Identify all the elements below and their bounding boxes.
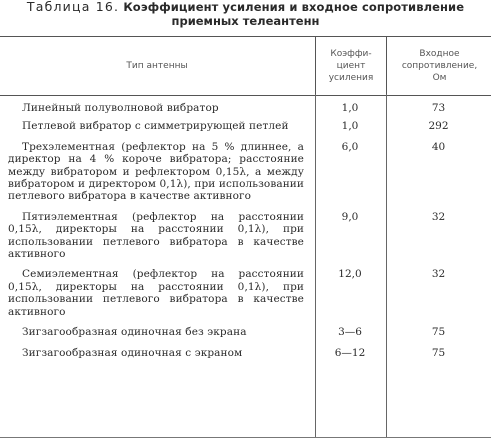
gain-cell: 9,0 — [341, 210, 359, 223]
header-antenna-type: Тип антенны — [126, 61, 188, 71]
table-row — [0, 326, 491, 338]
table-row — [0, 347, 491, 359]
header-gain-line-3: усиления — [328, 73, 374, 83]
header-impedance — [386, 37, 491, 95]
header-impedance-line-3: Ом — [432, 73, 447, 83]
table-title-part-1: Коэффициент усиления и входное сопротивление — [123, 0, 465, 14]
table-header — [0, 37, 491, 96]
table-title-part-2: приемных телеантенн — [171, 14, 320, 28]
impedance-cell: 40 — [431, 140, 446, 153]
antenna-type-cell: Зигзагообразная одиночная с экраном — [22, 346, 243, 359]
table-row — [0, 211, 491, 261]
header-gain-line-2: циент — [336, 61, 366, 71]
column-divider-impedance — [386, 94, 387, 438]
header-impedance-line-2: сопротивление, — [401, 61, 478, 71]
caption-line-1 — [0, 0, 491, 14]
antenna-table — [0, 36, 491, 359]
table-row — [0, 102, 491, 114]
antenna-type-cell: Трехэлементная (рефлектор на 5 % длиннее, а директор на 4 % короче вибратора; расстояние между вибратором и рефлектором 0,15λ, а между вибратором и директором 0,1λ), при использовании петлевого вибратора в качестве активного — [8, 140, 304, 203]
column-divider-gain — [315, 94, 316, 438]
antenna-type-cell: Линейный полуволновой вибратор — [22, 102, 219, 114]
gain-cell: 1,0 — [341, 102, 359, 114]
gain-cell: 1,0 — [341, 120, 359, 133]
header-gain — [315, 37, 386, 95]
antenna-type-cell: Семиэлементная (рефлектор на расстоянии 0,15λ, директоры на расстоянии 0,1λ), при использовании петлевого вибратора в качестве активного — [8, 268, 304, 318]
table-row — [0, 141, 491, 203]
table-row — [0, 120, 491, 132]
impedance-cell: 292 — [428, 120, 449, 133]
gain-cell: 3—6 — [338, 326, 362, 339]
gain-cell: 12,0 — [338, 268, 362, 281]
impedance-cell: 75 — [431, 326, 446, 339]
impedance-cell: 75 — [431, 346, 446, 359]
table-caption — [0, 0, 491, 28]
gain-cell: 6,0 — [341, 140, 359, 153]
impedance-cell: 32 — [431, 210, 446, 223]
impedance-cell: 73 — [431, 102, 446, 114]
antenna-type-cell: Пятиэлементная (рефлектор на расстоянии 0,15λ, директоры на расстоянии 0,1λ), при использовании петлевого вибратора в качестве активного — [8, 210, 304, 261]
header-impedance-line-1: Входное — [419, 49, 460, 59]
table-number: Таблица 16. — [26, 0, 120, 14]
antenna-type-cell: Зигзагообразная одиночная без экрана — [22, 326, 247, 339]
table-row — [0, 268, 491, 318]
antenna-type-cell: Петлевой вибратор с симметрирующей петлей — [22, 120, 289, 133]
header-gain-line-1: Коэффи- — [330, 49, 372, 59]
gain-cell: 6—12 — [334, 346, 366, 359]
impedance-cell: 32 — [431, 268, 446, 281]
